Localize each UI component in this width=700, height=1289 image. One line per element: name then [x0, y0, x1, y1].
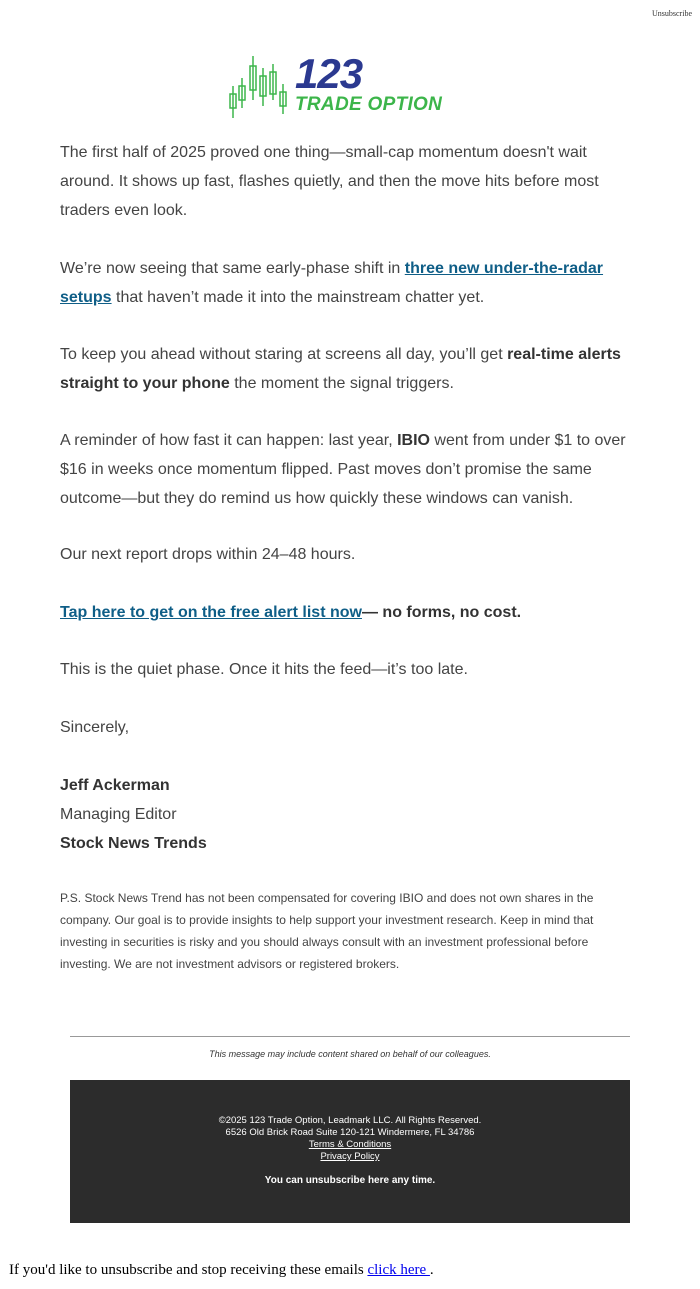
terms-link[interactable]: Terms & Conditions [308, 1139, 392, 1150]
brand-logo [227, 50, 475, 122]
unsubscribe-link-top[interactable]: Unsubscribe [652, 9, 692, 18]
paragraph-quiet-phase: This is the quiet phase. Once it hits the feed—it’s too late. [60, 661, 468, 678]
signature-title: Managing Editor [60, 806, 177, 823]
paragraph-cta: Tap here to get on the free alert list now— no forms, no cost. [60, 604, 522, 621]
signature-name: Jeff Ackerman [60, 777, 170, 794]
privacy-link[interactable]: Privacy Policy [320, 1151, 380, 1162]
footer-divider [70, 1036, 630, 1037]
logo-number: 123 [295, 50, 363, 97]
paragraph-reminder: A reminder of how fast it can happen: last year, IBIO went from under $1 to over $16 in weeks once momentum flipped. Past moves don’t promise the same outcome—but they do remind us how quickly these windows can vanish. [60, 432, 626, 507]
paragraph-alerts: To keep you ahead without staring at screens all day, you’ll get real-time alerts straight to your phone the moment the signal triggers. [60, 346, 621, 392]
paragraph-intro: The first half of 2025 proved one thing—small-cap momentum doesn't wait around. It shows up fast, flashes quietly, and then the move hits before most traders even look. [60, 144, 599, 219]
disclaimer-text: P.S. Stock News Trend has not been compensated for covering IBIO and does not own shares in the company. Our goal is to provide insights to help support your investment research. Keep in mind that investing in securities is risky and you should always consult with an investment professional before investing. We are not investment advisors or registered brokers. [60, 891, 594, 971]
free-alert-list-link[interactable]: Tap here to get on the free alert list now [60, 604, 362, 621]
footer-address: 6526 Old Brick Road Suite 120-121 Windermere, FL 34786 [225, 1127, 475, 1138]
logo-wordmark: TRADE OPTION [295, 94, 443, 115]
paragraph-sincerely: Sincerely, [60, 719, 130, 736]
footer-box [70, 1080, 630, 1223]
footer-copyright: ©2025 123 Trade Option, Leadmark LLC. All Rights Reserved. [218, 1115, 482, 1126]
setups-link[interactable]: three new under-the-radar setups [60, 260, 604, 306]
bottom-unsubscribe-link[interactable]: click here [367, 1262, 430, 1278]
colleagues-note: This message may include content shared on behalf of our colleagues. [209, 1049, 491, 1059]
paragraph-next-report: Our next report drops within 24–48 hours. [60, 546, 356, 563]
paragraph-setups: We’re now seeing that same early-phase shift in three new under-the-radar setups that haven’t made it into the mainstream chatter yet. [60, 260, 604, 306]
footer-unsubscribe-note: You can unsubscribe here any time. [264, 1175, 436, 1186]
signature-company: Stock News Trends [60, 835, 207, 852]
bottom-unsubscribe: If you'd like to unsubscribe and stop receiving these emails click here . [9, 1262, 434, 1278]
candlestick-chart-icon [227, 54, 293, 122]
